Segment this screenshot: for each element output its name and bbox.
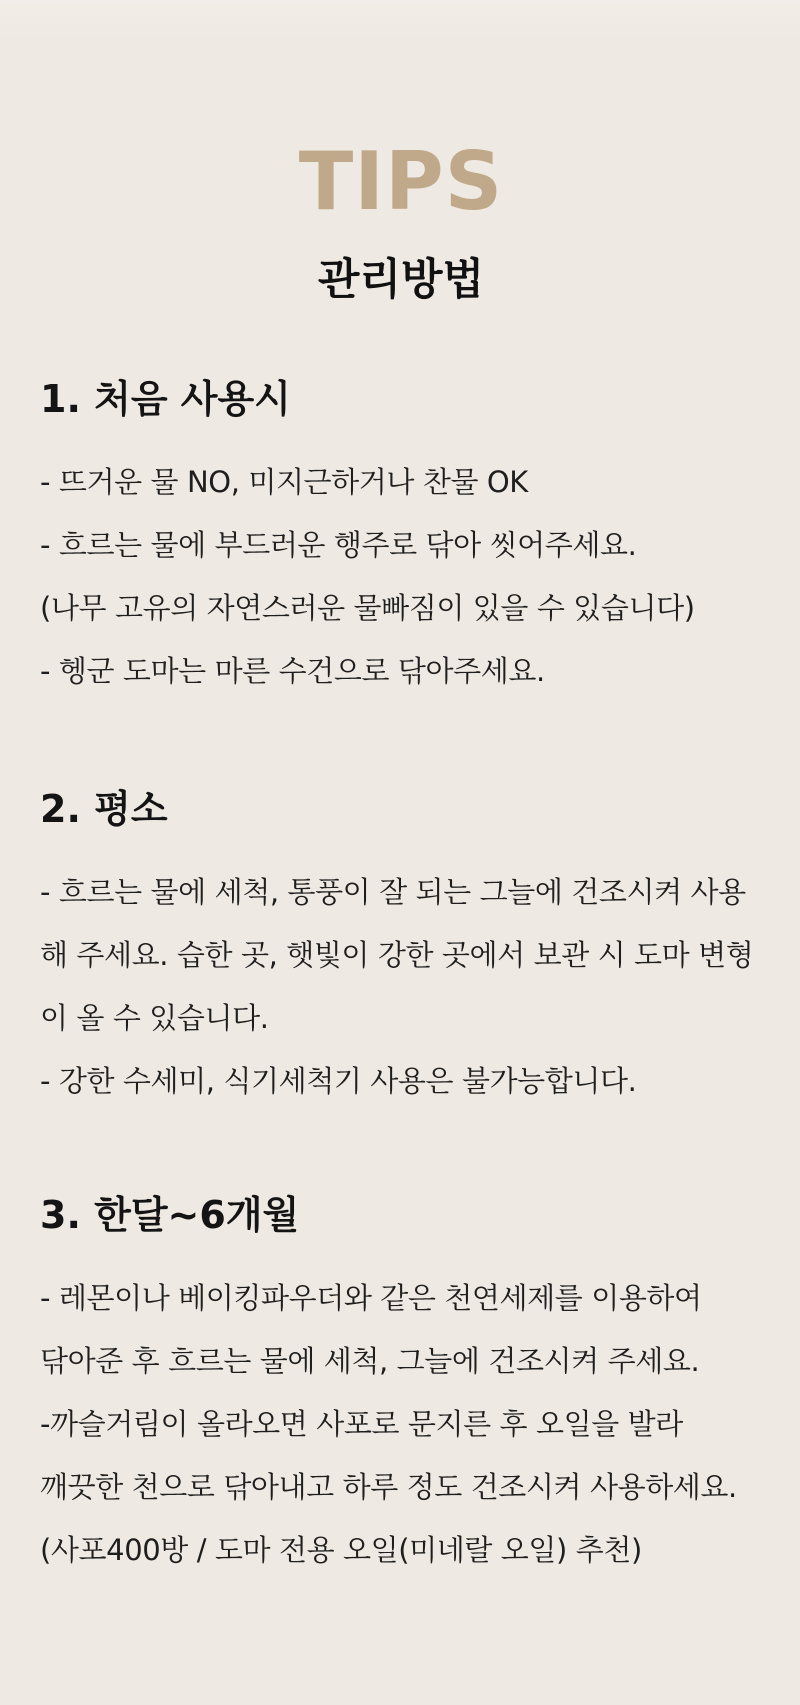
section-line: - 레몬이나 베이킹파우더와 같은 천연세제를 이용하여 — [40, 1281, 702, 1315]
section-line: - 뜨거운 물 NO, 미지근하거나 찬물 OK — [40, 465, 528, 499]
section-line: (사포400방 / 도마 전용 오일(미네랄 오일) 추천) — [40, 1533, 642, 1567]
section-line: 이 올 수 있습니다. — [40, 1001, 269, 1035]
section-heading: 1. 처음 사용시 — [40, 377, 291, 421]
section-line: - 강한 수세미, 식기세척기 사용은 불가능합니다. — [40, 1064, 637, 1098]
section-heading: 2. 평소 — [40, 787, 168, 831]
section-heading: 3. 한달~6개월 — [40, 1193, 300, 1237]
section-line: 해 주세요. 습한 곳, 햇빛이 강한 곳에서 보관 시 도마 변형 — [40, 938, 754, 972]
section-line: - 헹군 도마는 마른 수건으로 닦아주세요. — [40, 654, 545, 688]
section-first-use — [40, 371, 780, 703]
care-subtitle: 관리방법 — [317, 255, 485, 305]
header — [40, 0, 762, 310]
section-line: 닦아준 후 흐르는 물에 세척, 그늘에 건조시켜 주세요. — [40, 1344, 700, 1378]
section-line: 깨끗한 천으로 닦아내고 하루 정도 건조시켜 사용하세요. — [40, 1470, 737, 1504]
section-line: (나무 고유의 자연스러운 물빠짐이 있을 수 있습니다) — [40, 591, 695, 625]
section-line: - 흐르는 물에 부드러운 행주로 닦아 씻어주세요. — [40, 528, 637, 562]
section-line: -까슬거림이 올라오면 사포로 문지른 후 오일을 발라 — [40, 1407, 683, 1441]
section-daily — [40, 781, 780, 1113]
section-line: - 흐르는 물에 세척, 통풍이 잘 되는 그늘에 건조시켜 사용 — [40, 875, 746, 909]
tips-title: TIPS — [298, 135, 504, 228]
section-monthly — [40, 1187, 780, 1582]
